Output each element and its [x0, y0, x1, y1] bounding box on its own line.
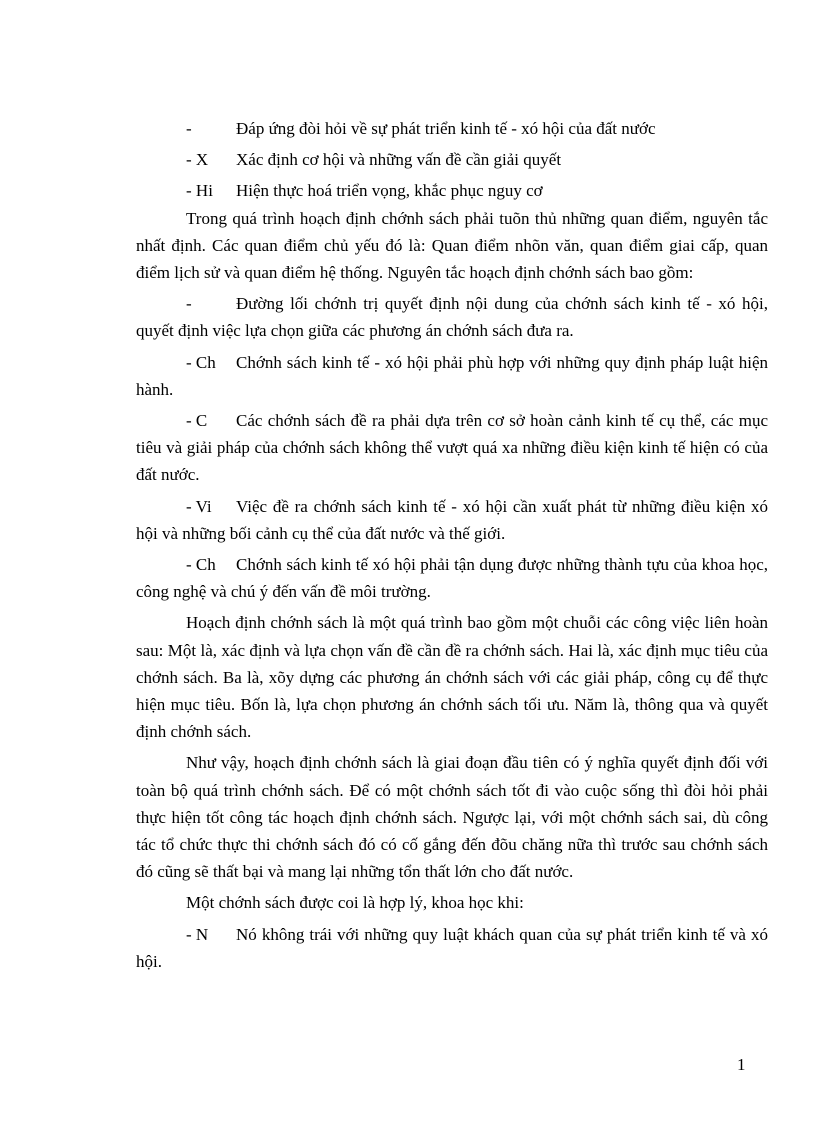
bullet-text: Hiện thực hoá triển vọng, khắc phục nguy cơ — [236, 181, 543, 201]
bullet-item — [136, 115, 768, 142]
bullet-marker: - Hi — [186, 181, 213, 201]
bullet-text: Nó không trái với những quy luật khách quan của sự phát triển kinh tế và xó hội. — [136, 924, 768, 971]
bullet-text: Đường lối chớnh trị quyết định nội dung của chớnh sách kinh tế - xó hội, quyết định việc lựa chọn giữa các phương án chớnh sách đưa ra. — [136, 294, 768, 341]
bullet-item — [136, 493, 768, 547]
document-body — [136, 115, 768, 975]
bullet-text: Chớnh sách kinh tế - xó hội phải phù hợp với những quy định pháp luật hiện hành. — [136, 352, 768, 399]
bullet-item — [136, 146, 768, 173]
bullet-marker: - X — [186, 150, 209, 170]
bullet-marker: - C — [186, 411, 208, 431]
bullet-item — [136, 349, 768, 403]
bullet-item — [136, 921, 768, 975]
page-number: 1 — [737, 1055, 746, 1074]
bullet-text: Đáp ứng đòi hỏi về sự phát triển kinh tế - xó hội của đất nước — [236, 119, 656, 138]
bullet-item — [136, 551, 768, 605]
paragraph: Một chớnh sách được coi là hợp lý, khoa học khi: — [186, 893, 524, 913]
bullet-text: Các chớnh sách đề ra phải dựa trên cơ sở hoàn cảnh kinh tế cụ thể, các mục tiêu và giải pháp của chớnh sách không thể vượt quá xa những điều kiện kinh tế hiện có của đất nước. — [136, 411, 768, 485]
paragraph: Trong quá trình hoạch định chớnh sách phải tuõn thủ những quan điểm, nguyên tắc nhất định. Các quan điểm chủ yếu đó là: Quan điểm nhõn văn, quan điểm giai cấp, quan điểm lịch sử và quan điểm hệ thống. Nguyên tắc hoạch định chớnh sách bao gồm: — [136, 208, 768, 283]
bullet-marker: - — [186, 119, 192, 138]
bullet-item — [136, 407, 768, 489]
bullet-marker: - Ch — [186, 352, 216, 372]
bullet-text: Xác định cơ hội và những vấn đề cần giải quyết — [236, 150, 562, 170]
bullet-marker: - Vi — [186, 496, 212, 516]
bullet-marker: - N — [186, 924, 209, 944]
paragraph: Hoạch định chớnh sách là một quá trình bao gồm một chuỗi các công việc liên hoàn sau: Một là, xác định và lựa chọn vấn đề cần đề ra chớnh sách. Hai là, xác định mục tiêu của chớnh sách. Ba là, xõy dựng các phương án chớnh sách với các giải pháp, công cụ để thực hiện mục tiêu. Bốn là, lựa chọn phương án chớnh sách tối ưu. Năm là, thông qua và quyết định chớnh sách. — [136, 613, 768, 742]
bullet-text: Việc đề ra chớnh sách kinh tế - xó hội cần xuất phát từ những điều kiện xó hội và những bối cảnh cụ thể của đất nước và thế giới. — [136, 496, 768, 543]
bullet-item — [136, 177, 768, 204]
bullet-marker: - — [186, 294, 192, 314]
bullet-item — [136, 290, 768, 344]
paragraph: Như vậy, hoạch định chớnh sách là giai đoạn đầu tiên có ý nghĩa quyết định đối với toàn bộ quá trình chớnh sách. Để có một chớnh sách tốt đi vào cuộc sống thì đòi hỏi phải thực hiện tốt công tác hoạch định chớnh sách. Ngược lại, với một chớnh sách sai, dù công tác tổ chức thực thi chớnh sách đó có cố gắng đến đõu chăng nữa thì trước sau chớnh sách đó cũng sẽ thất bại và mang lại những tổn thất lớn cho đất nước. — [136, 753, 768, 882]
bullet-marker: - Ch — [186, 555, 216, 575]
bullet-text: Chớnh sách kinh tế xó hội phải tận dụng được những thành tựu của khoa học, công nghệ và chú ý đến vấn đề môi trường. — [136, 555, 768, 602]
